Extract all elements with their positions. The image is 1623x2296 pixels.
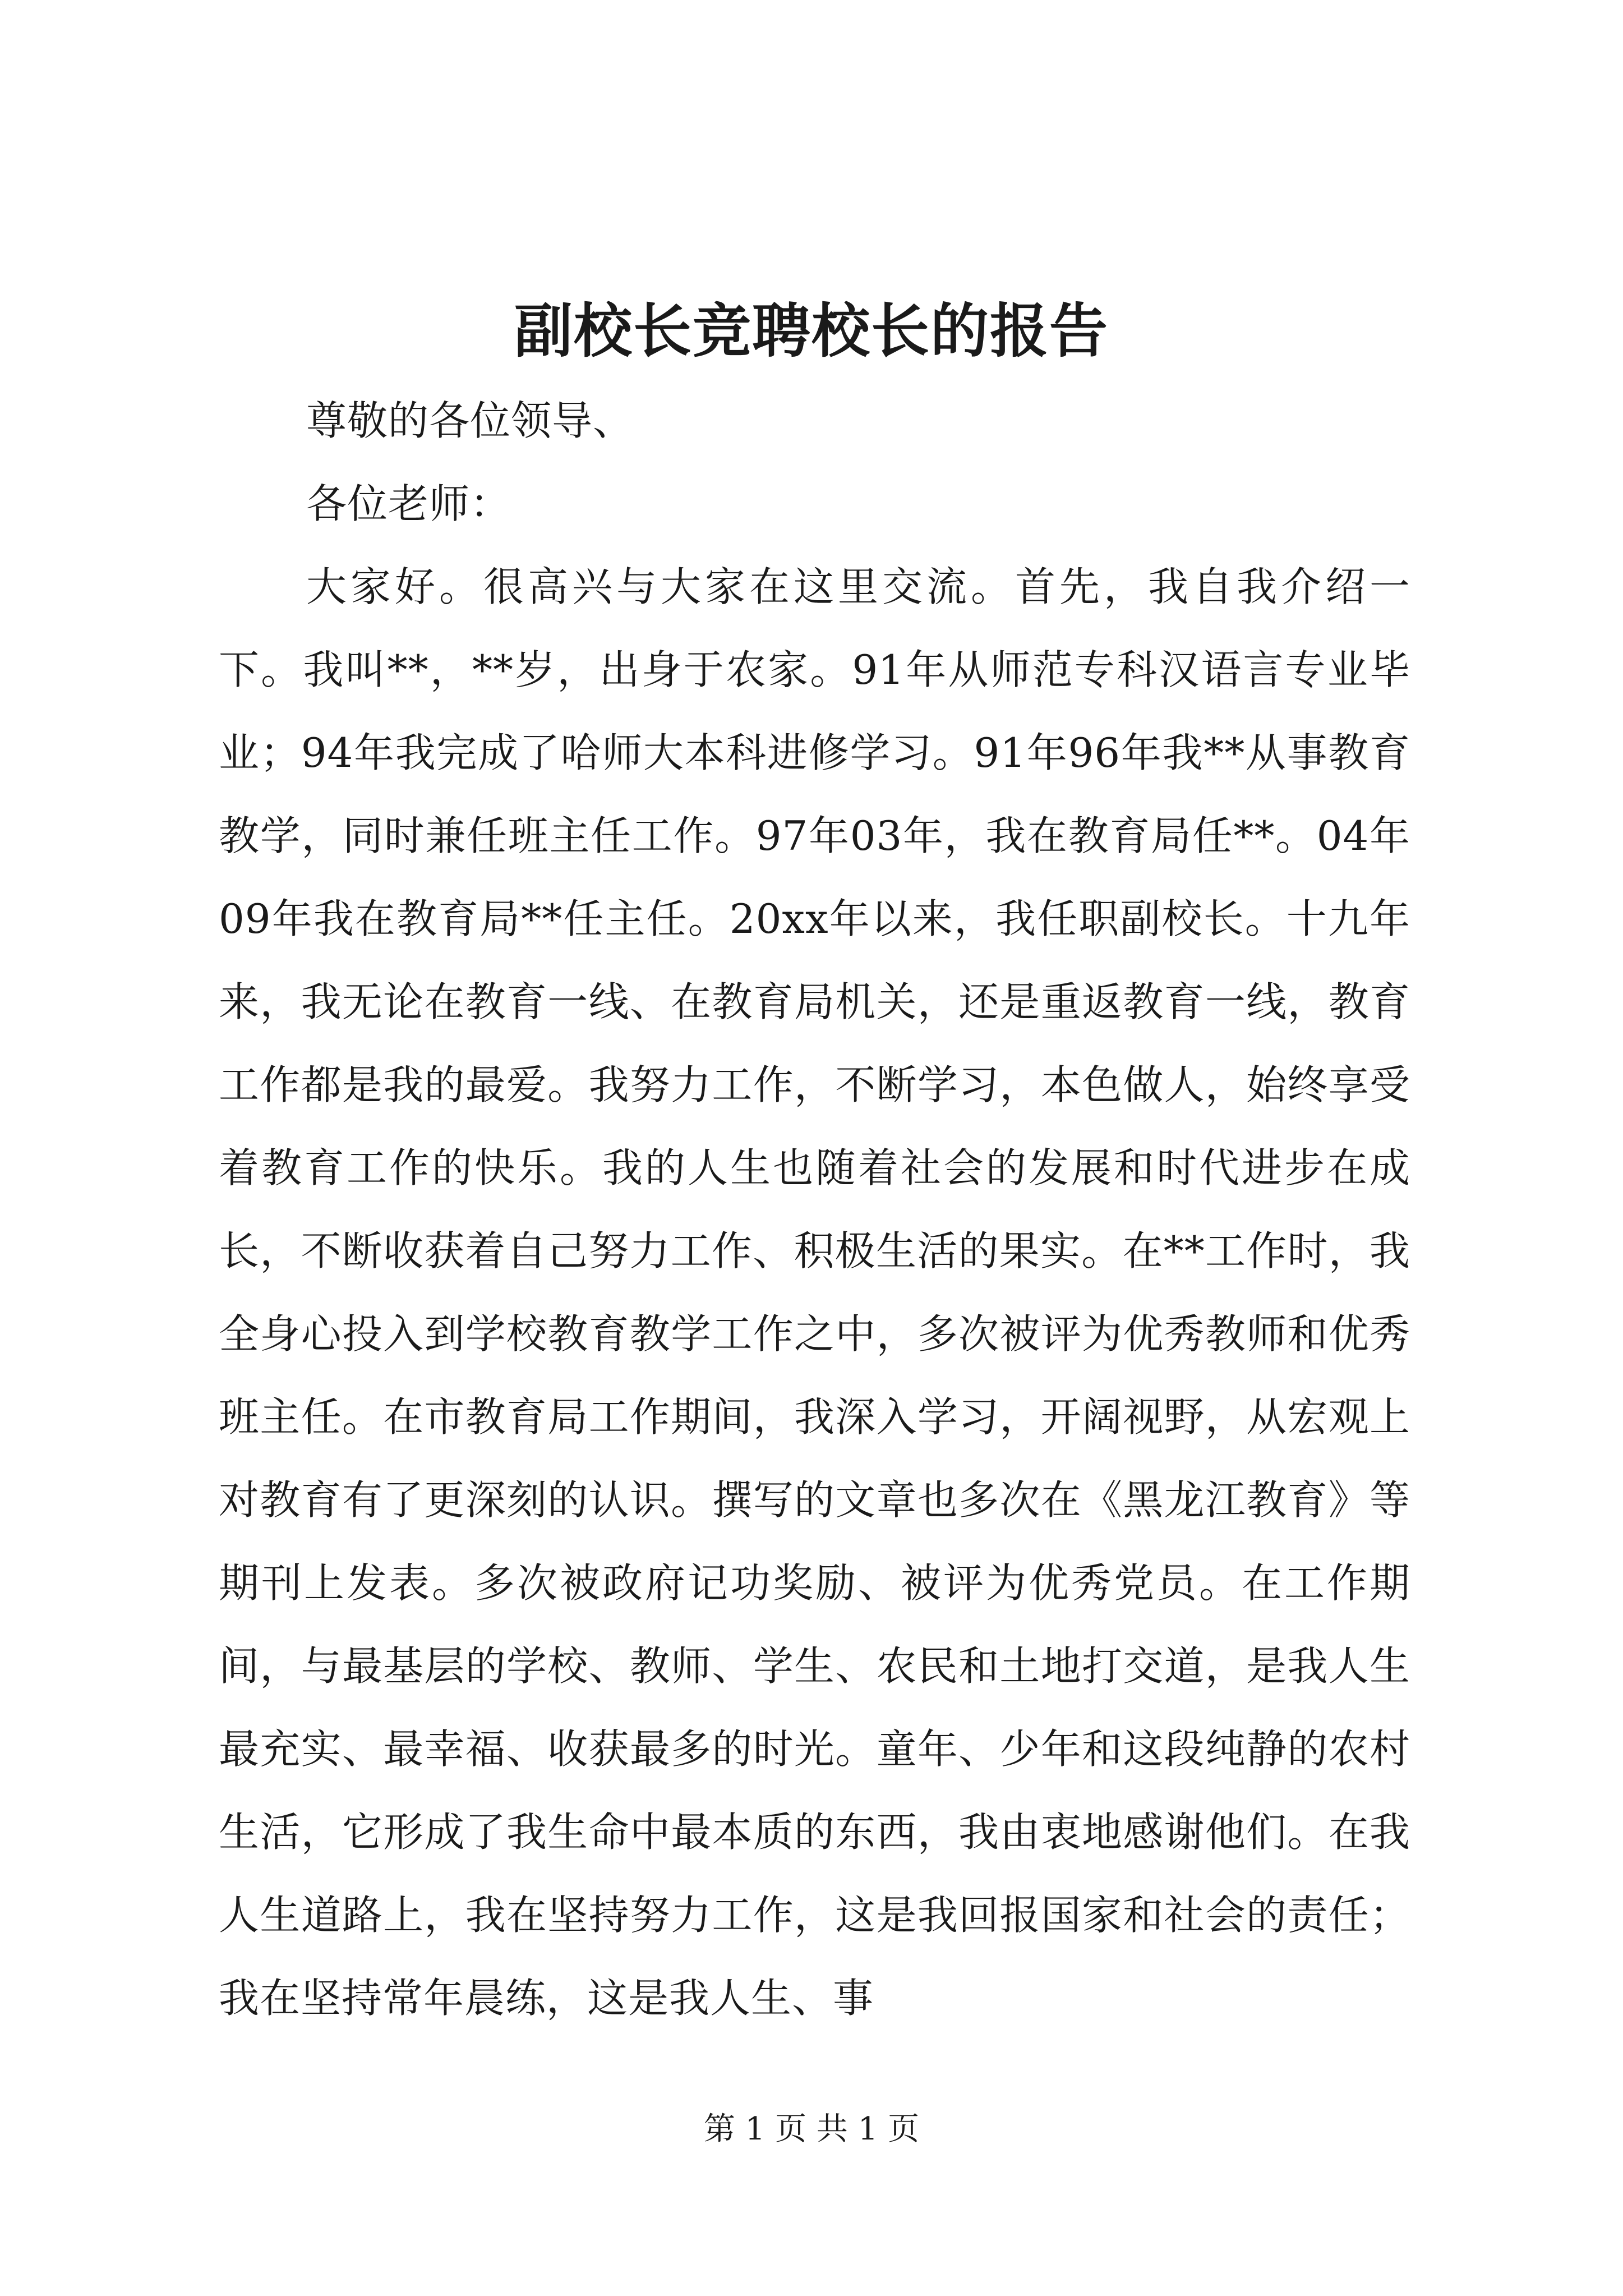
salutation-line-1: 尊敬的各位领导、 xyxy=(306,397,634,444)
salutation-line-2: 各位老师： xyxy=(306,480,511,527)
page-number-footer: 第 1 页 共 1 页 xyxy=(703,2111,920,2147)
document-body xyxy=(219,379,1410,2040)
document-title: 副校长竞聘校长的报告 xyxy=(514,296,1109,365)
body-paragraph: 大家好。很高兴与大家在这里交流。首先，我自我介绍一下。我叫**，**岁，出身于农家。91年从师范专科汉语言专业毕业；94年我完成了哈师大本科进修学习。91年96年我**从事教育教学，同时兼任班主任工作。97年03年，我在教育局任**。04年09年我在教育局**任主任。20xx年以来，我任职副校长。十九年来，我无论在教育一线、在教育局机关，还是重返教育一线，教育工作都是我的最爱。我努力工作，不断学习，本色做人，始终享受着教育工作的快乐。我的人生也随着社会的发展和时代进步在成长，不断收获着自己努力工作、积极生活的果实。在**工作时，我全身心投入到学校教育教学工作之中，多次被评为优秀教师和优秀班主任。在市教育局工作期间，我深入学习，开阔视野，从宏观上对教育有了更深刻的认识。撰写的文章也多次在《黑龙江教育》等期刊上发表。多次被政府记功奖励、被评为优秀党员。在工作期间，与最基层的学校、教师、学生、农民和土地打交道，是我人生最充实、最幸福、收获最多的时光。童年、少年和这段纯静的农村生活，它形成了我生命中最本质的东西，我由衷地感谢他们。在我人生道路上，我在坚持努力工作，这是我回报国家和社会的责任；我在坚持常年晨练，这是我人生、事 xyxy=(219,563,1410,2022)
